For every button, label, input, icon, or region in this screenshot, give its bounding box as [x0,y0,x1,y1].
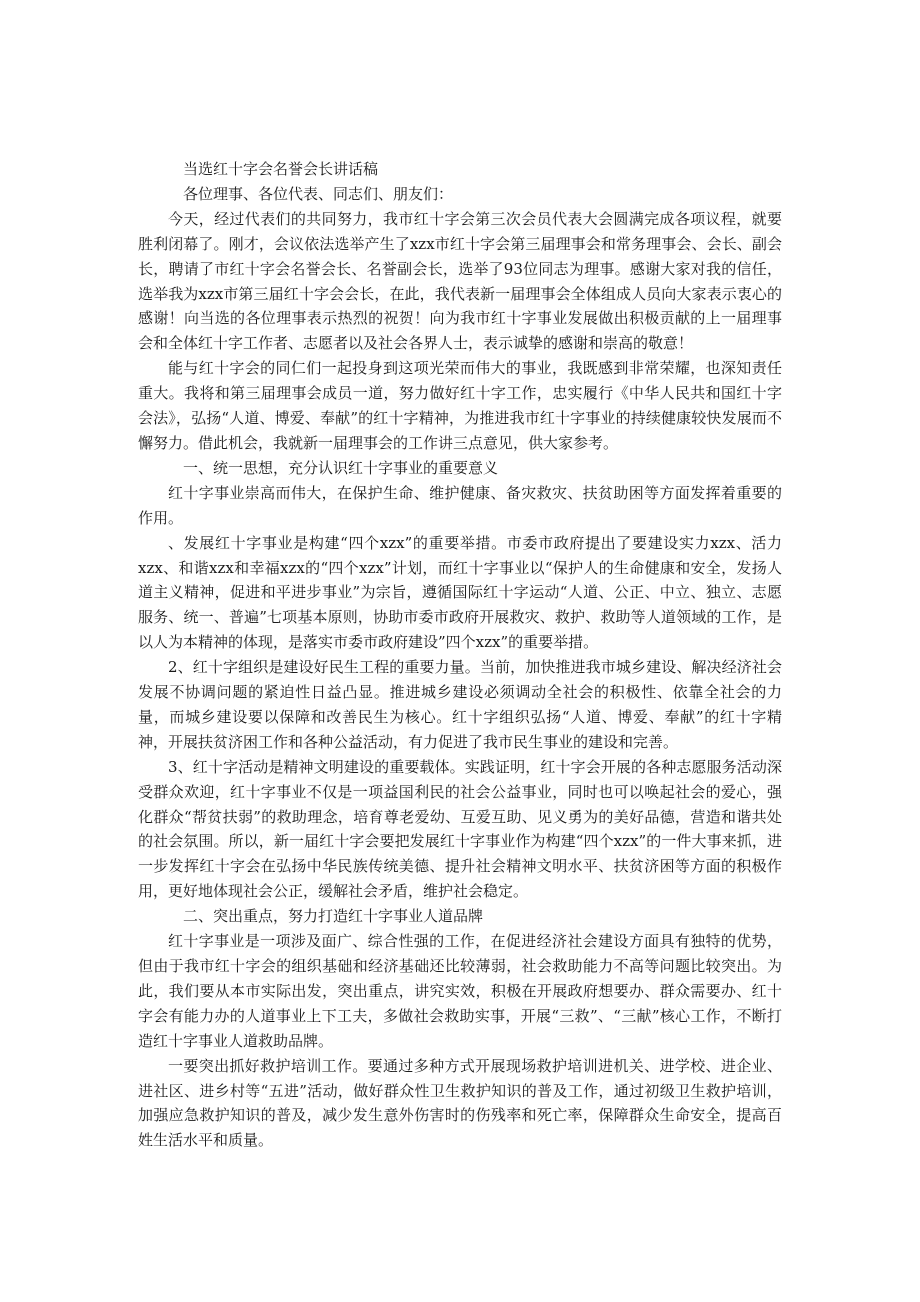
paragraph-point-3: 3、红十字活动是精神文明建设的重要载体。实践证明，红十字会开展的各种志愿服务活动深受群众欢迎，红十字事业不仅是一项益国利民的社会公益事业，同时也可以唤起社会的爱心，强化群众“帮贫扶弱”的救助理念，培育尊老爱幼、互爱互助、见义勇为的美好品德，营造和谐共处的社会氛围。所以，新一届红十字会要把发展红十字事业作为构建“四个xzx”的一件大事来抓，进一步发挥红十字会在弘扬中华民族传统美德、提升社会精神文明水平、扶贫济困等方面的积极作用，更好地体现社会公正，缓解社会矛盾，维护社会稳定。 [138,757,782,901]
paragraph-responsibility: 能与红十字会的同仁们一起投身到这项光荣而伟大的事业，我既感到非常荣耀，也深知责任重大。我将和第三届理事会成员一道，努力做好红十字工作，忠实履行《中华人民共和国红十字会法》，弘扬“人道、博爱、奉献”的红十字精神，为推进我市红十字事业的持续健康较快发展而不懈努力。借此机会，我就新一届理事会的工作讲三点意见，供大家参考。 [138,359,782,452]
section-heading-1: 一、统一思想，充分认识红十字事业的重要意义 [183,458,499,477]
paragraph-point-1: 、发展红十字事业是构建“四个xzx”的重要举措。市委市政府提出了要建设实力xzx、活力xzx、和谐xzx和幸福xzx的“四个xzx”计划，而红十字事业以“保护人的生命健康和安全，发扬人道主义精神，促进和平进步事业”为宗旨，遵循国际红十字运动“人道、公正、中立、独立、志愿服务、统一、普遍”七项基本原则，协助市委市政府开展救灾、救护、救助等人道领域的工作，是以人为本精神的体现，是落实市委市政府建设”四个xzx”的重要举措。 [138,533,782,652]
document-title: 当选红十字会名誉会长讲话稿 [183,160,379,178]
section-heading-2: 二、突出重点，努力打造红十字事业人道品牌 [183,907,484,926]
paragraph-opening: 今天，经过代表们的共同努力，我市红十字会第三次会员代表大会圆满完成各项议程，就要胜利闭幕了。刚才，会议依法选举产生了xzx市红十字会第三届理事会和常务理事会、会长、副会长，聘请了市红十字会名誉会长、名誉副会长，选举了93位同志为理事。感谢大家对我的信任，选举我为xzx市第三届红十字会会长，在此，我代表新一届理事会全体组成人员向大家表示衷心的感谢！向当选的各位理事表示热烈的祝贺！向为我市红十字事业发展做出积极贡献的上一届理事会和全体红十字工作者、志愿者以及社会各界人士，表示诚挚的感谢和崇高的敬意！ [138,209,782,353]
paragraph-focus: 红十字事业是一项涉及面广、综合性强的工作，在促进经济社会建设方面具有独特的优势，但由于我市红十字会的组织基础和经济基础还比较薄弱，社会救助能力不高等问题比较突出。为此，我们要从本市实际出发，突出重点，讲究实效，积极在开展政府想要办、群众需要办、红十字会有能力办的人道事业上下工夫，多做社会救助实事，开展“三救”、“三献”核心工作，不断打造红十字事业人道救助品牌。 [138,932,782,1050]
greeting-line: 各位理事、各位代表、同志们、朋友们： [183,184,454,203]
paragraph-significance: 红十字事业崇高而伟大，在保护生命、维护健康、备灾救灾、扶贫助困等方面发挥着重要的作用。 [138,483,782,527]
paragraph-point-2: 2、红十字组织是建设好民生工程的重要力量。当前，加快推进我市城乡建设、解决经济社会发展不协调问题的紧迫性日益凸显。推进城乡建设必须调动全社会的积极性、依靠全社会的力量，而城乡建设要以保障和改善民生为核心。红十字组织弘扬“人道、博爱、奉献”的红十字精神，开展扶贫济困工作和各种公益活动，有力促进了我市民生事业的建设和完善。 [138,658,782,751]
document-body [138,157,782,1153]
paragraph-training: 一要突出抓好救护培训工作。要通过多种方式开展现场救护培训进机关、进学校、进企业、进社区、进乡村等“五进”活动，做好群众性卫生救护知识的普及工作，通过初级卫生救护培训，加强应急救护知识的普及，减少发生意外伤害时的伤残率和死亡率，保障群众生命安全，提高百姓生活水平和质量。 [138,1056,782,1150]
